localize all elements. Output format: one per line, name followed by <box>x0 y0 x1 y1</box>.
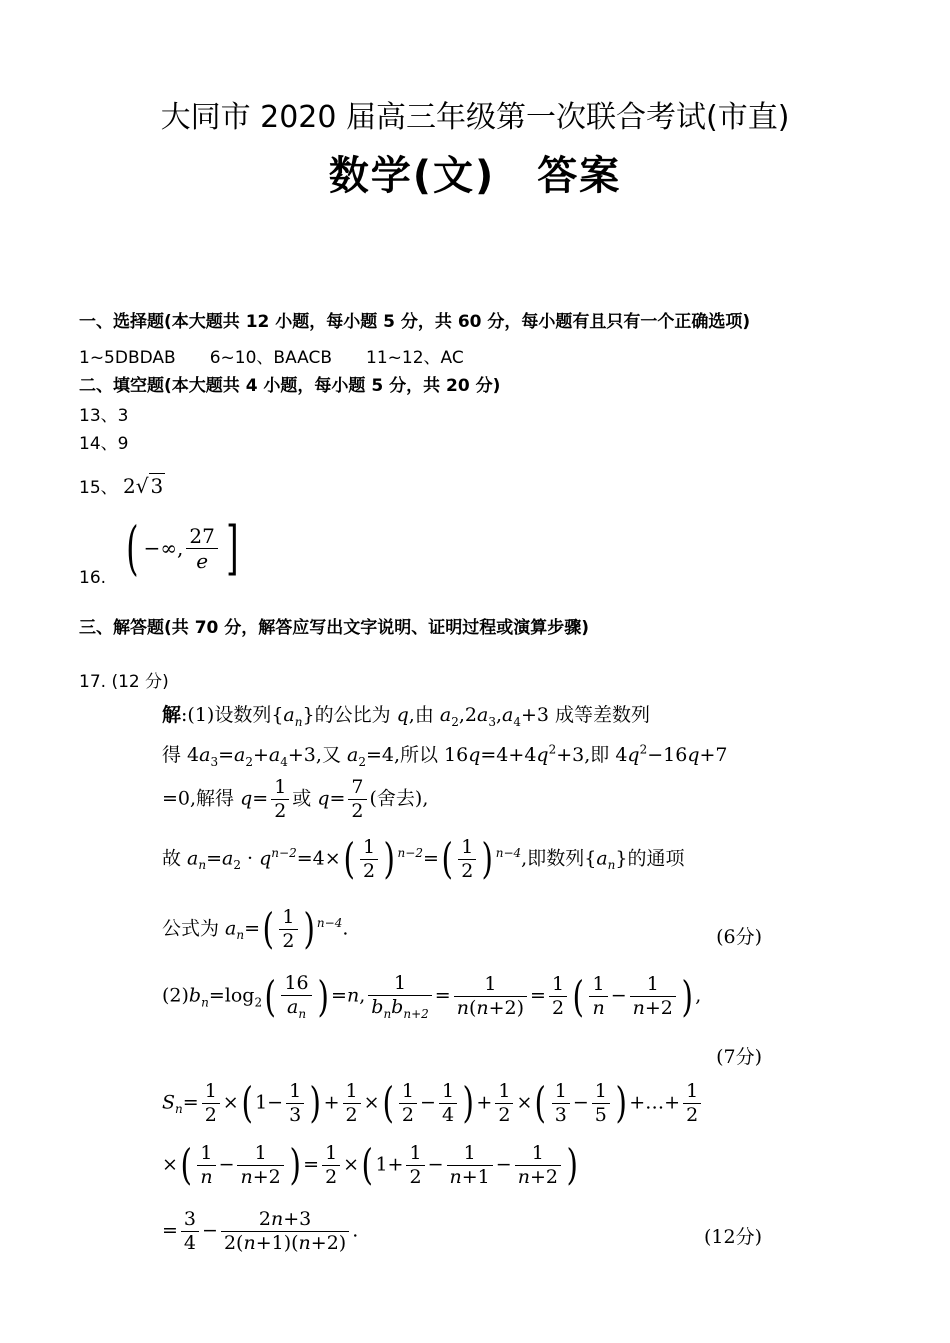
solution-line-4: 故 $a_n=a_2 \cdot q^{n-2}=4\times$( $\frac{1}{2}$ ) $^{n-2}$=( $\frac{1}{2}$ ) $^{n-4}$,即数列$\{a_n\}$的通项 <box>162 834 685 884</box>
answer-15 <box>79 473 165 498</box>
answer-15-label: 15、 <box>79 478 118 498</box>
answer-16 <box>79 514 279 590</box>
document-title: 大同市 2020 届高三年级第一次联合考试(市直) <box>160 100 790 135</box>
answer-16-value: ( −∞, $\frac{27}{e}$ ] <box>126 514 239 582</box>
score-6: (6分) <box>716 926 762 948</box>
solution-line-2: 得 $4a_3=a_2+a_4+3$,又 $a_2=4$,所以 $16q=4+4q^2+3$,即 $4q^2-16q+7$ <box>162 742 728 769</box>
solution-line-9: = $\frac{3}{4}$ − $\frac{2n+3}{2(n+1)(n+2)}$ . <box>162 1208 359 1254</box>
section-1-heading: 一、选择题(本大题共 12 小题，每小题 5 分，共 60 分，每小题有且只有一个正确选项) <box>79 312 751 332</box>
score-7: (7分) <box>716 1046 762 1068</box>
answer-15-value: 2√ 3 <box>123 474 164 498</box>
solution-line-1: 解:(1)设数列$\{a_n\}$的公比为 q,由 $a_2,2a_3,a_4+3$ 成等差数列 <box>162 704 651 729</box>
choice-answers: 1~5DBDAB 6~10、BAACB 11~12、AC <box>79 348 464 368</box>
score-12: (12分) <box>703 1226 762 1248</box>
solution-line-7: $S_n=$ $\frac{1}{2}$ ×( 1− $\frac{1}{3}$ ) + $\frac{1}{2}$ ×( $\frac{1}{2}$ − $\frac{1}{4}$ ) + $\frac{1}{2}$ ×( $\frac{1}{3}$ − $\frac{1}{5}$ ) +…+ $\frac{1}{2}$ <box>162 1080 704 1127</box>
answer-14: 14、9 <box>79 434 129 454</box>
question-17-header: 17. (12 分) <box>79 672 169 692</box>
section-2-heading: 二、填空题(本大题共 4 小题，每小题 5 分，共 20 分) <box>79 376 501 396</box>
answer-13: 13、3 <box>79 406 129 426</box>
solution-line-3: =0,解得 q= $\frac{1}{2}$ 或 q= $\frac{7}{2}$ (舍去), <box>162 776 429 822</box>
answer-16-label: 16. <box>79 568 107 588</box>
solution-line-8: ×( $\frac{1}{n}$ − $\frac{1}{n+2}$ ) = $\frac{1}{2}$ ×( 1+ $\frac{1}{2}$ − $\frac{1}{n+1}$ − $\frac{1}{n+2}$ ) <box>162 1140 578 1190</box>
document-subtitle: 数学(文) 答案 <box>328 153 622 199</box>
solution-line-6: $(2)b_n=\log_2$( $\frac{16}{a_n}$ ) =n, $\frac{1}{b_nb_{n+2}}$ = $\frac{1}{n(n+2)}$ = $\frac{1}{2}$ ( $\frac{1}{n}$ − $\frac{1}{n+2}$ ) , <box>162 971 702 1021</box>
solution-line-5: 公式为 $a_n=$( $\frac{1}{2}$ ) $^{n-4}$. <box>162 904 349 954</box>
section-3-heading: 三、解答题(共 70 分，解答应写出文字说明、证明过程或演算步骤) <box>79 618 590 638</box>
